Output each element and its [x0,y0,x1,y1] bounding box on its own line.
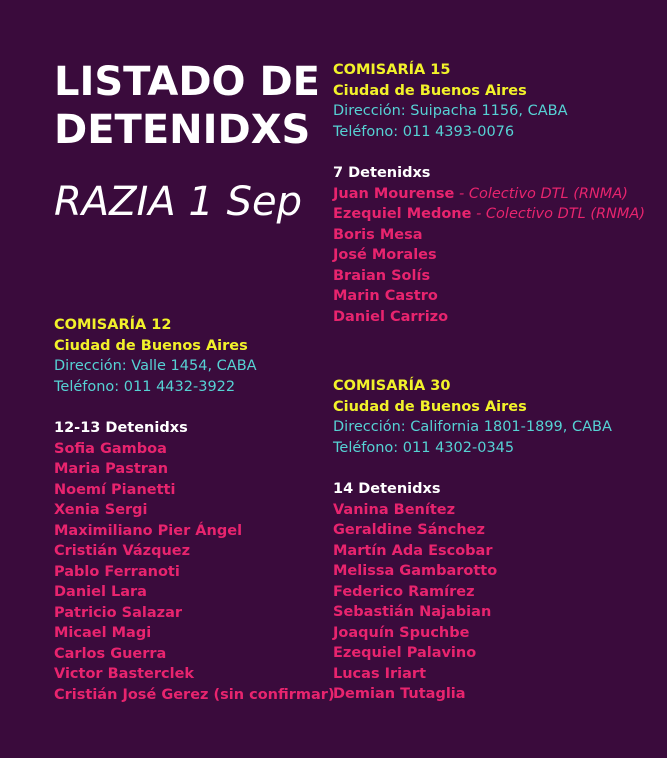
detainee-item: Sofia Gamboa [54,440,167,457]
detainee-item: Juan Mourense - Colectivo DTL (RNMA) [333,185,628,202]
comisaria-15-address: Dirección: Suipacha 1156, CABA [333,103,568,119]
detainee-item: Victor Basterclek [54,666,195,682]
detainee-item: Ezequiel Palavino [333,645,477,661]
detainee-item: Sebastián Najabian [333,604,492,620]
comisaria-12-section [54,315,335,705]
detainee-item: Braian Solís [333,267,431,284]
detainee-item: Ezequiel Medone - Colectivo DTL (RNMA) [333,206,645,222]
comisaria-15-count: 7 Detenidxs [333,165,431,181]
detainee-item: Noemí Pianetti [54,481,176,498]
detainee-item: Boris Mesa [333,226,423,243]
detainee-item: Cristián Vázquez [54,543,191,559]
detainee-item: José Morales [333,247,437,263]
detainee-item: Maria Pastran [54,461,169,477]
comisaria-15-phone: Teléfono: 011 4393-0076 [333,123,515,140]
detainee-item: Patricio Salazar [54,604,183,621]
comisaria-30-address: Dirección: California 1801-1899, CABA [333,419,612,435]
detainee-item: Carlos Guerra [54,645,167,662]
comisaria-30-phone: Teléfono: 011 4302-0345 [333,439,515,456]
comisaria-30-city: Ciudad de Buenos Aires [333,398,527,415]
comisaria-12-name: COMISARÍA 12 [54,317,172,333]
comisaria-30-detainee-list [333,500,612,705]
comisaria-12-address: Dirección: Valle 1454, CABA [54,358,257,374]
detainee-item: Joaquín Spuchbe [333,624,470,641]
detainee-item: Pablo Ferranoti [54,563,180,580]
detainee-item: Daniel Lara [54,584,147,600]
detainee-item: Federico Ramírez [333,583,475,600]
detainee-item: Geraldine Sánchez [333,522,485,538]
comisaria-30-count: 14 Detenidxs [333,481,441,497]
comisaria-12-phone: Teléfono: 011 4432-3922 [54,378,236,395]
page-title [54,58,320,154]
title-line-2: DETENIDXS [54,107,311,153]
detainee-item: Maximiliano Pier Ángel [54,522,243,539]
comisaria-15-detainee-list [333,184,645,328]
detainee-item: Demian Tutaglia [333,686,466,702]
detainee-item: Martín Ada Escobar [333,542,493,559]
detainee-item: Xenia Sergi [54,502,148,518]
comisaria-12-city: Ciudad de Buenos Aires [54,337,248,354]
detainee-item: Daniel Carrizo [333,308,449,325]
detainee-item: Micael Magi [54,625,152,641]
comisaria-15-name: COMISARÍA 15 [333,62,451,78]
detainee-item: Marin Castro [333,288,438,304]
detainee-item: Lucas Iriart [333,665,427,682]
comisaria-30-name: COMISARÍA 30 [333,378,451,394]
comisaria-15-section [333,60,645,327]
title-line-1: LISTADO DE [54,59,320,105]
detainee-item: Melissa Gambarotto [333,563,498,579]
comisaria-30-section [333,376,612,705]
detainee-item: Vanina Benítez [333,501,456,518]
comisaria-12-detainee-list [54,439,335,706]
comisaria-12-count: 12-13 Detenidxs [54,420,188,436]
page-subtitle: RAZIA 1 Sep [54,179,302,225]
detainee-item: Cristián José Gerez (sin confirmar) [54,686,335,703]
comisaria-15-city: Ciudad de Buenos Aires [333,82,527,99]
